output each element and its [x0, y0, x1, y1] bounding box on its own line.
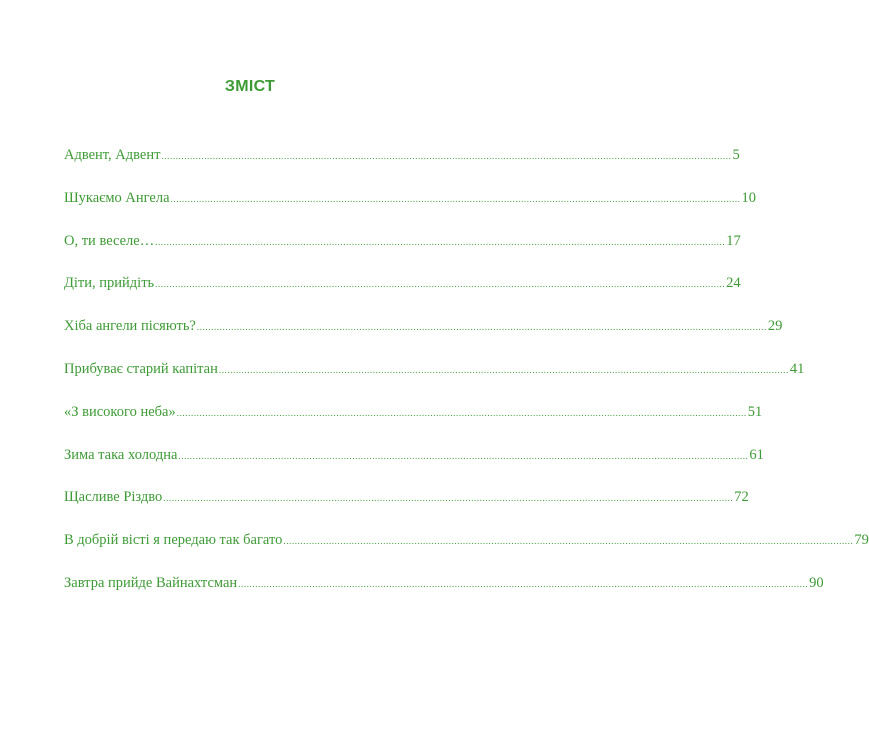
toc-entry-title: В добрій вісті я передаю так багато [64, 532, 283, 549]
toc-entry [64, 141, 740, 184]
toc-entry [64, 312, 783, 355]
toc-entry-page: 10 [741, 189, 757, 206]
toc-title: ЗМІСТ [224, 78, 276, 95]
toc-entry-title: Хіба ангели пісяють? [64, 318, 196, 335]
toc-entry-title: Зима така холодна [64, 446, 178, 463]
toc-entry [64, 184, 757, 227]
toc-dot-leader: ........................................................................................................................................................................................................ [176, 407, 747, 418]
toc-entry [64, 398, 763, 441]
toc-entry-page: 29 [767, 318, 783, 335]
toc-dot-leader: ........................................................................................................................................................................................................ [283, 536, 854, 547]
toc-dot-leader: ........................................................................................................................................................................................................ [218, 364, 789, 375]
toc-entry-page: 24 [726, 275, 741, 292]
toc-entry-page: 90 [809, 574, 824, 591]
toc-entry-page: 41 [789, 360, 805, 377]
toc-dot-leader: ........................................................................................................................................................................................................ [170, 193, 741, 204]
toc-entry [64, 355, 805, 398]
toc-dot-leader: ........................................................................................................................................................................................................ [155, 279, 726, 290]
toc-entry-title: Завтра прийде Вайнахтсман [64, 574, 238, 591]
toc-entry [64, 483, 749, 526]
toc-entry-page: 79 [854, 532, 869, 549]
toc-entry-title: Прибуває старий капітан [64, 360, 218, 377]
toc-dot-leader: ........................................................................................................................................................................................................ [155, 236, 726, 247]
toc-entry-page: 17 [726, 232, 741, 249]
toc-entry [64, 269, 741, 312]
toc-dot-leader: ........................................................................................................................................................................................................ [196, 322, 767, 333]
toc-dot-leader: ........................................................................................................................................................................................................ [161, 151, 732, 161]
toc-entry [64, 441, 764, 484]
toc-entry-title: Адвент, Адвент [64, 147, 161, 163]
toc-dot-leader: ........................................................................................................................................................................................................ [178, 450, 749, 461]
toc-entry-title: Діти, прийдіть [64, 275, 155, 292]
toc-entry-title: «З високого неба» [64, 403, 176, 420]
toc-entry-title: О, ти веселе… [64, 232, 155, 249]
toc-entry [64, 526, 869, 569]
toc-entry-page: 51 [747, 403, 763, 420]
toc-entry-page: 61 [749, 446, 764, 463]
toc-entry [64, 227, 741, 270]
toc-list [64, 141, 869, 612]
toc-entry [64, 569, 824, 612]
toc-dot-leader: ........................................................................................................................................................................................................ [238, 578, 809, 589]
toc-entry-page: 72 [734, 489, 749, 506]
toc-entry-page: 5 [732, 147, 740, 163]
toc-entry-title: Щасливе Різдво [64, 489, 163, 506]
toc-entry-title: Шукаємо Ангела [64, 189, 170, 206]
toc-dot-leader: ........................................................................................................................................................................................................ [163, 493, 734, 504]
